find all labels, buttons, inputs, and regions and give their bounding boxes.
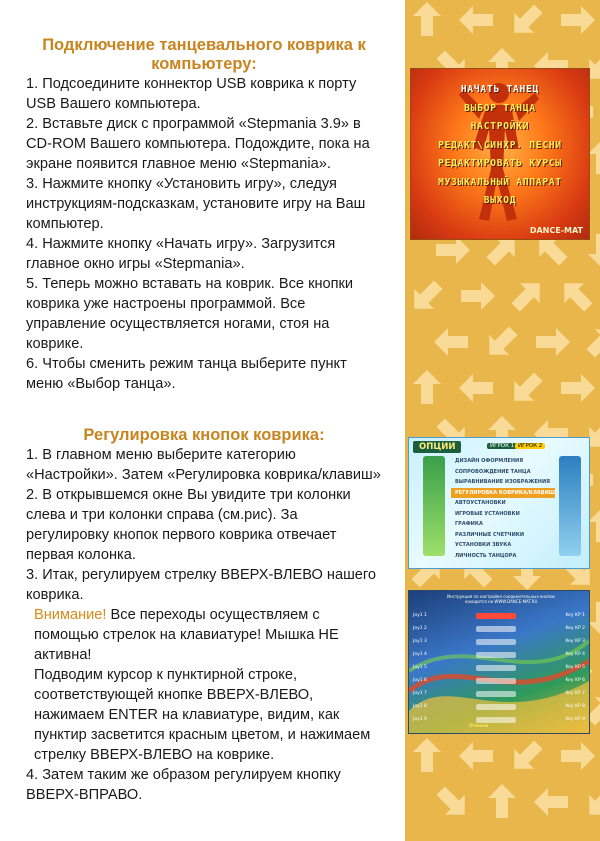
left-key-label: Joy1 5 xyxy=(413,665,427,670)
right-key-label: Key KP 8 xyxy=(565,704,585,709)
connection-step-4: 4. Нажмите кнопку «Начать игру». Загрузится главное окно игры «Stepmania». xyxy=(26,236,336,272)
option-item: ГРАФИКА xyxy=(455,521,483,527)
arrow-icon xyxy=(459,742,493,770)
key-mapping-screenshot xyxy=(408,590,590,734)
left-key-label: Joy1 6 xyxy=(413,678,427,683)
right-key-label: Key KP 4 xyxy=(565,652,585,657)
connection-title: Подключение танцевального коврика к компьютеру: xyxy=(42,36,366,73)
left-key-label: Joy1 7 xyxy=(413,691,427,696)
option-item: УСТАНОВКИ ЗВУКА xyxy=(455,542,512,548)
arrow-icon xyxy=(413,738,441,772)
key-row xyxy=(413,648,585,661)
connection-section xyxy=(26,36,382,394)
menu-settings: НАСТРОЙКИ xyxy=(470,121,530,132)
option-item-selected: РЕГУЛИРОВКА КОВРИКА/КЛАВИШ xyxy=(451,488,555,499)
connection-step-2: 2. Вставьте диск с программой «Stepmania 3.9» в CD-ROM Вашего компьютера. Подождите, пока на экране появится главное меню «Stepmania». xyxy=(26,116,370,172)
key-row xyxy=(413,713,585,726)
player1-tab: ИГРОК 1 xyxy=(487,443,517,449)
key-mapping-rows xyxy=(413,609,585,726)
arrow-icon xyxy=(504,367,548,411)
left-key-label: Joy1 4 xyxy=(413,652,427,657)
key-slot xyxy=(476,704,516,710)
key-slot xyxy=(476,678,516,684)
menu-jukebox: МУЗЫКАЛЬНЫЙ АППАРАТ xyxy=(438,176,562,188)
arrow-icon xyxy=(431,781,475,825)
arrow-icon xyxy=(504,735,548,779)
adjustment-section xyxy=(26,426,382,805)
adjustment-title: Регулировка кнопок коврика: xyxy=(83,426,325,444)
arrow-icon xyxy=(506,273,550,317)
menu-edit-courses: РЕДАКТИРОВАТЬ КУРСЫ xyxy=(438,158,562,169)
arrow-icon xyxy=(405,275,448,319)
arrow-icon xyxy=(413,2,441,36)
connection-step-5: 5. Теперь можно вставать на коврик. Все кнопки коврика уже настроены программой. Все управление осуществляется ногами, стоя на коврике. xyxy=(26,276,354,352)
option-item: СОПРОВОЖДЕНИЕ ТАНЦА xyxy=(455,468,531,475)
warning-paragraph xyxy=(26,605,382,665)
key-row xyxy=(413,700,585,713)
arrow-icon xyxy=(459,374,493,402)
left-decor-bar xyxy=(423,456,445,556)
right-key-label: Key KP 2 xyxy=(565,626,585,631)
right-key-label: Key KP 9 xyxy=(565,717,585,722)
right-key-label: Key KP 3 xyxy=(565,639,585,644)
option-item: ВЫРАВНИВАНИЕ ИЗОБРАЖЕНИЯ xyxy=(455,479,550,485)
arrow-icon xyxy=(536,328,570,356)
key-row xyxy=(413,622,585,635)
left-key-label: Joy1 3 xyxy=(413,639,427,644)
arrow-icon xyxy=(488,784,516,818)
arrow-icon xyxy=(561,742,595,770)
option-item: ИГРОВЫЕ УСТАНОВКИ xyxy=(455,510,520,517)
main-menu-screenshot xyxy=(410,68,590,240)
main-menu-list xyxy=(411,81,589,211)
right-decor-bar xyxy=(559,456,581,556)
left-key-label: Joy1 1 xyxy=(413,613,427,618)
option-item: ДИЗАЙН ОФОРМЛЕНИЯ xyxy=(455,458,524,464)
adjustment-step-3: 3. Итак, регулируем стрелку ВВЕРХ-ВЛЕВО нашего коврика. xyxy=(26,567,377,603)
arrow-icon xyxy=(579,781,600,825)
warning-label: Внимание! xyxy=(34,607,107,623)
options-title: ОПЦИИ xyxy=(413,441,461,453)
key-row xyxy=(413,674,585,687)
right-key-label: Key KP 6 xyxy=(565,678,585,683)
arrow-icon xyxy=(534,788,568,816)
adjustment-step-1: 1. В главном меню выберите категорию «Настройки». Затем «Регулировка коврика/клавиш» xyxy=(26,447,381,483)
left-key-label: Joy1 9 xyxy=(413,717,427,722)
connection-steps xyxy=(26,74,382,394)
key-slot xyxy=(476,626,516,632)
arrow-icon xyxy=(561,374,595,402)
menu-edit-sync: РЕДАКТ\СИНХР. ПЕСНИ xyxy=(438,139,562,151)
arrow-icon xyxy=(561,6,595,34)
arrow-icon xyxy=(479,321,523,365)
key-slot xyxy=(476,665,516,671)
option-item: ЛИЧНОСТЬ ТАНЦОРА xyxy=(455,552,517,559)
cursor-paragraph: Подводим курсор к пунктирной строке, соответствующей кнопке ВВЕРХ-ВЛЕВО, нажимаем ENTER на клавиатуре, видим, как пунктир засветится красным цветом, и нажимаем стрелку ВВЕРХ-ВЛЕВО на коврике. xyxy=(34,667,371,763)
menu-choose-dance: ВЫБОР ТАНЦА xyxy=(464,102,536,114)
player2-tab: ИГРОК 2 xyxy=(515,443,545,449)
connection-step-1: 1. Подсоедините коннектор USB коврика к порту USB Вашего компьютера. xyxy=(26,76,357,112)
adjustment-step-2: 2. В открывшемся окне Вы увидите три колонки слева и три колонки справа (см.рис). За регулировку кнопок первого коврика отвечает первая колонка. xyxy=(26,487,351,563)
dance-mat-logo: DANCE-MAT xyxy=(529,226,583,235)
key-slot xyxy=(476,652,516,658)
key-slot xyxy=(476,691,516,697)
key-mapping-footer: Отмена xyxy=(469,724,489,729)
right-key-label: Key KP 5 xyxy=(565,665,585,670)
key-slot-highlighted xyxy=(476,613,516,619)
menu-exit: ВЫХОД xyxy=(483,195,517,206)
key-row xyxy=(413,661,585,674)
arrow-icon xyxy=(436,236,470,264)
right-key-label: Key KP 7 xyxy=(565,691,585,696)
connection-step-3: 3. Нажмите кнопку «Установить игру», следуя инструкциям-подсказкам, установите игру на Ваш компьютер. xyxy=(26,176,366,232)
adjustment-step-4: 4. Затем таким же образом регулируем кнопку ВВЕРХ-ВПРАВО. xyxy=(26,767,341,803)
options-list xyxy=(451,456,555,561)
arrow-icon xyxy=(434,328,468,356)
arrow-icon xyxy=(504,0,548,43)
key-row xyxy=(413,635,585,648)
warning-text: Все переходы осуществляем с помощью стрелок на клавиатуре! Мышка НЕ активна! xyxy=(34,607,339,663)
right-key-label: Key KP 1 xyxy=(565,613,585,618)
option-item: РАЗЛИЧНЫЕ СЧЕТЧИКИ xyxy=(455,531,525,538)
adjustment-steps xyxy=(26,445,382,805)
arrow-icon xyxy=(413,370,441,404)
arrow-icon xyxy=(554,273,598,317)
key-row xyxy=(413,609,585,622)
options-screenshot xyxy=(408,437,590,569)
key-row xyxy=(413,687,585,700)
left-key-label: Joy1 2 xyxy=(413,626,427,631)
key-slot xyxy=(476,639,516,645)
arrow-icon xyxy=(581,319,600,363)
key-mapping-note: Инструкция по настройке соединительных кнопок находится на WWW.DANCE-MAT.RU xyxy=(447,594,555,604)
left-key-label: Joy1 8 xyxy=(413,704,427,709)
option-item: АВТОУСТАНОВКИ xyxy=(455,500,506,506)
arrow-icon xyxy=(461,282,495,310)
arrow-icon xyxy=(459,6,493,34)
key-slot xyxy=(476,717,516,723)
menu-start-dance: НАЧАТЬ ТАНЕЦ xyxy=(460,84,540,95)
connection-step-6: 6. Чтобы сменить режим танца выберите пункт меню «Выбор танца». xyxy=(26,356,347,392)
